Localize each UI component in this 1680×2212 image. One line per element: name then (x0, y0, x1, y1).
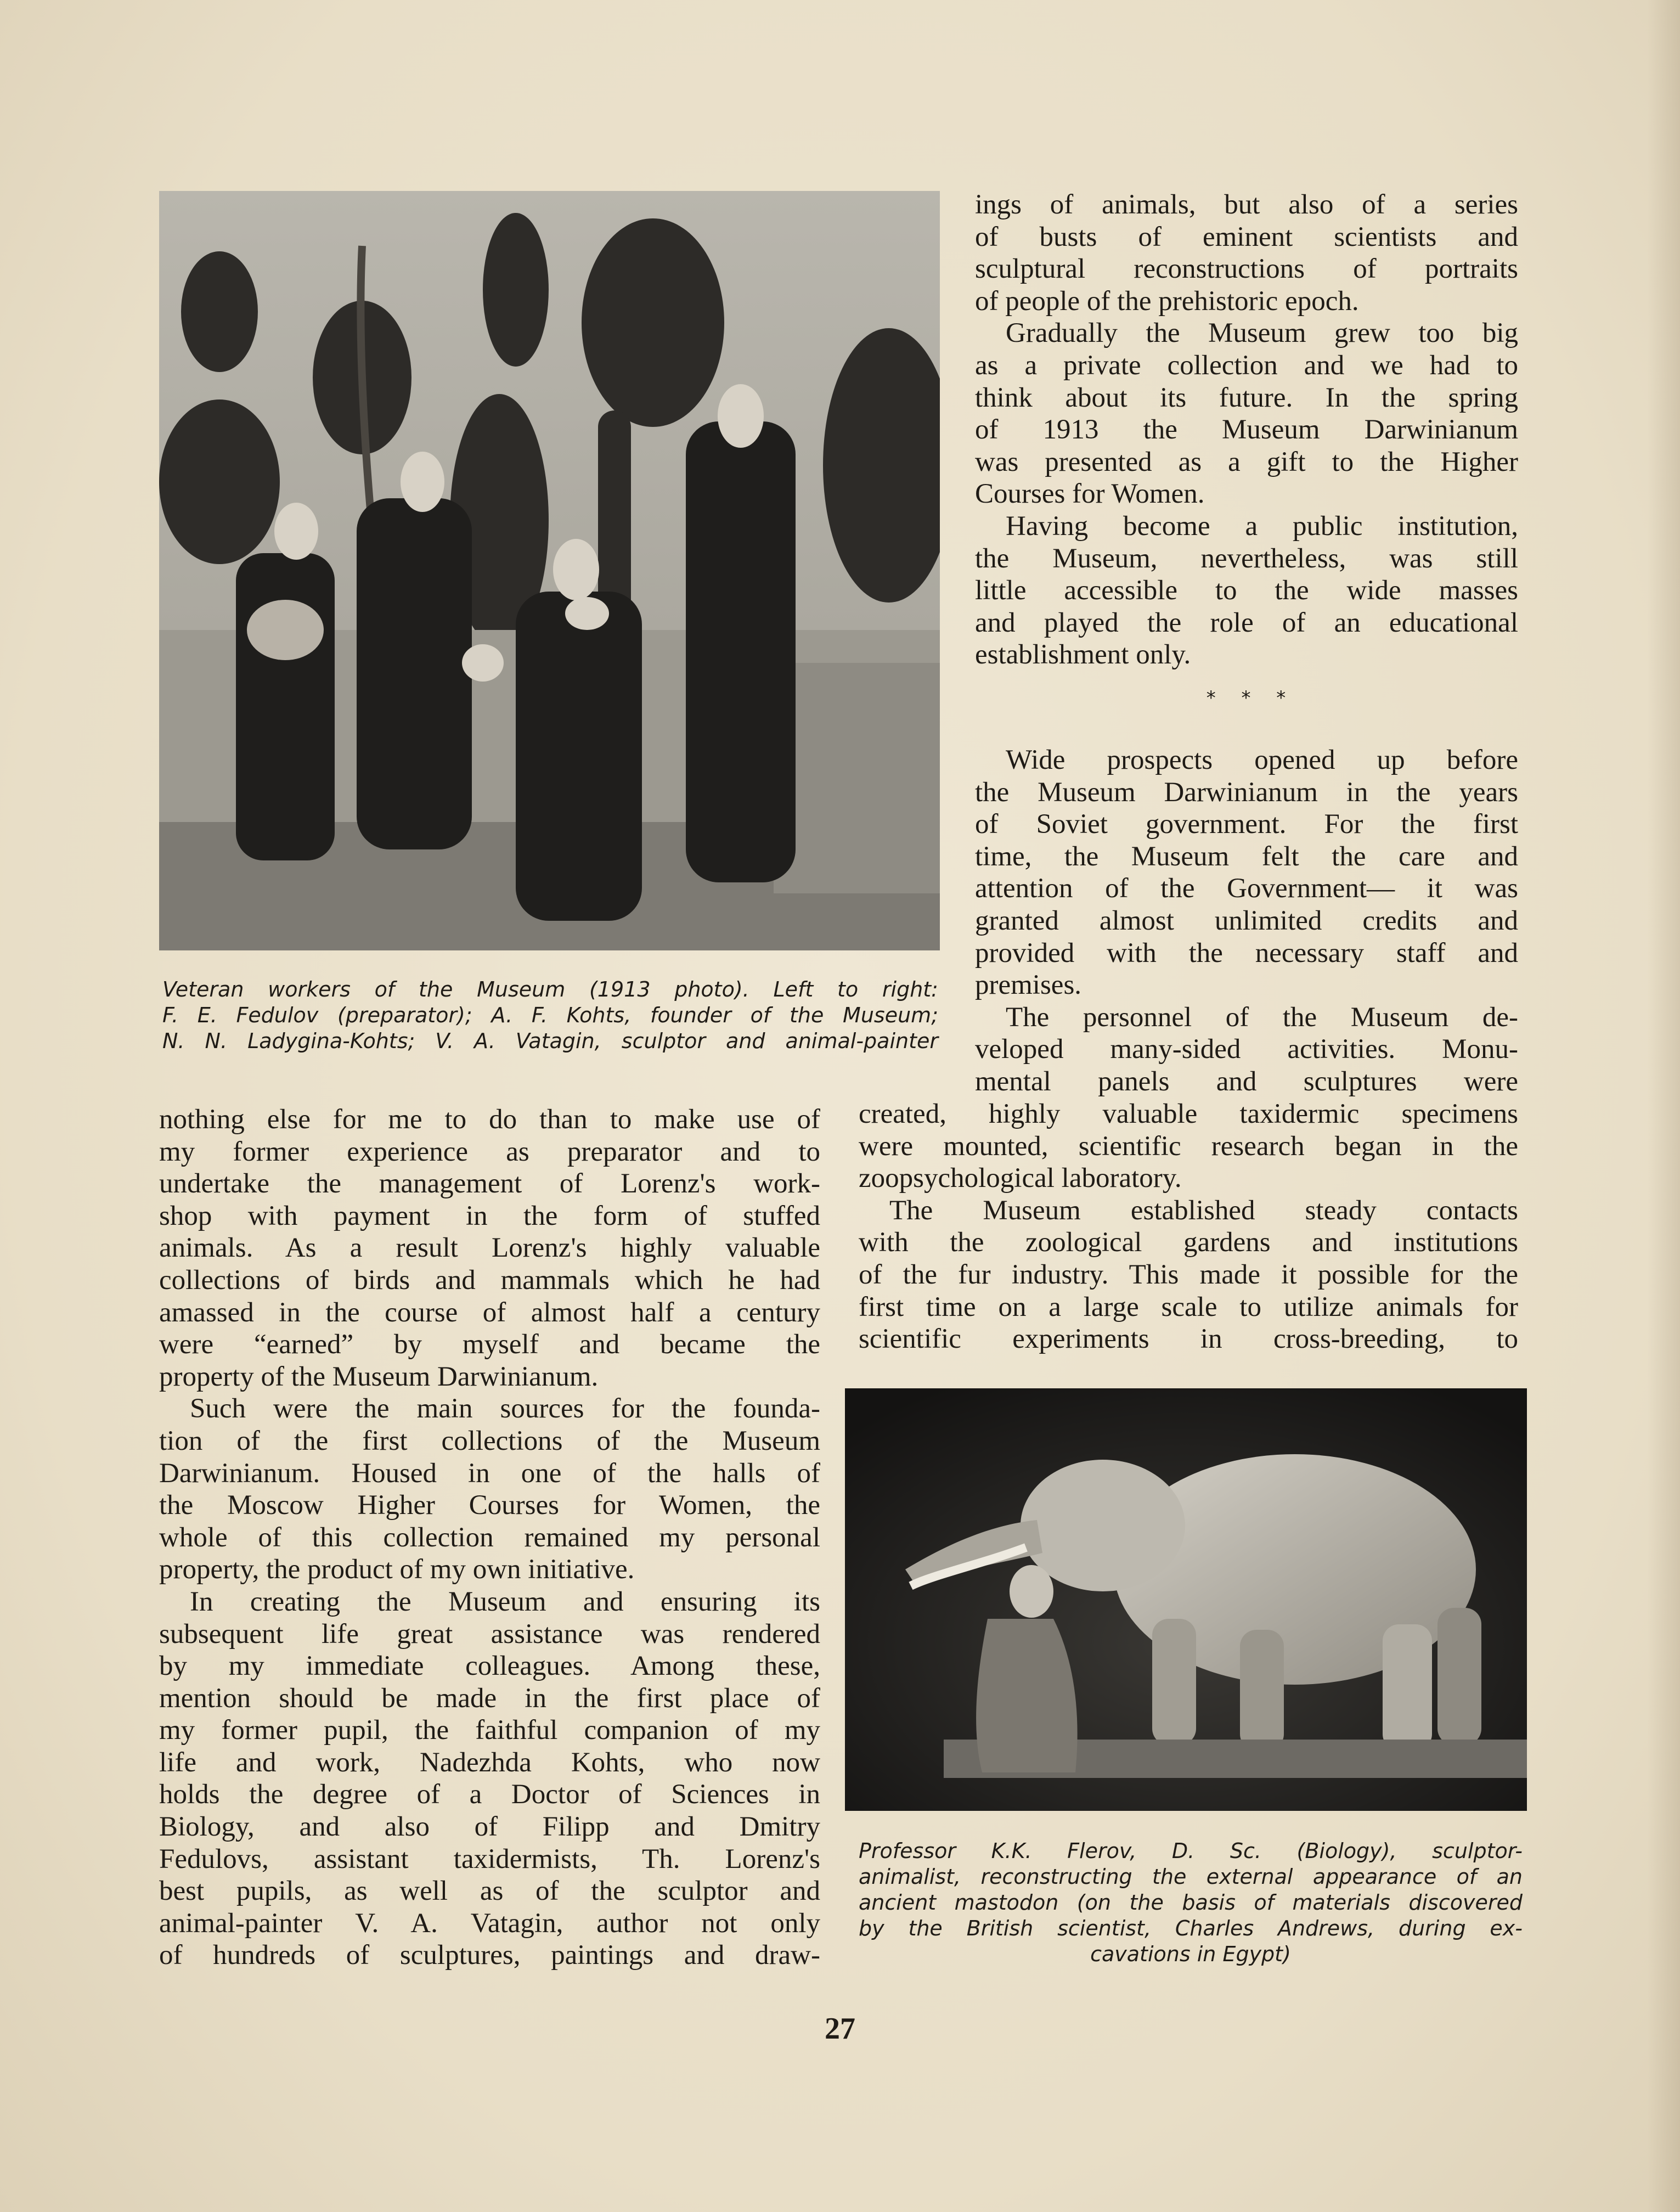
caption-line: N. N. Ladygina-Kohts; V. A. Vatagin, sculptor and animal-painter (162, 1029, 938, 1053)
text-line: subsequent life great assistance was rendered (159, 1618, 820, 1650)
text-line: the Moscow Higher Courses for Women, the (159, 1490, 820, 1521)
caption-line: F. E. Fedulov (preparator); A. F. Kohts, founder of the Museum; (162, 1003, 938, 1027)
text-line: scientific experiments in cross-breeding, to (859, 1324, 1518, 1355)
text-line: holds the degree of a Doctor of Sciences in (159, 1779, 820, 1810)
photo-top-caption (162, 977, 938, 1054)
right-column-text-2 (975, 744, 1518, 1098)
text-line: mention should be made in the first place of (159, 1682, 820, 1714)
right-column-text-3 (859, 1098, 1518, 1355)
text-line: undertake the management of Lorenz's work- (159, 1168, 820, 1200)
text-line: with the zoological gardens and institutions (859, 1227, 1518, 1258)
text-line: created, highly valuable taxidermic specimens (859, 1099, 1518, 1129)
text-line: collections of birds and mammals which he had (159, 1264, 820, 1296)
text-line: as a private collection and we had to (975, 350, 1518, 381)
text-line: the Museum, nevertheless, was still (975, 543, 1518, 574)
caption-line: ancient mastodon (on the basis of materials discovered (859, 1890, 1523, 1915)
text-line: attention of the Government— it was (975, 873, 1518, 904)
text-line: The Museum established steady contacts (889, 1195, 1518, 1226)
text-line: property, the product of my own initiative. (159, 1554, 635, 1585)
caption-line: cavations in Egypt) (1090, 1942, 1291, 1966)
text-line: of Soviet government. For the first (975, 809, 1518, 840)
text-line: animal-painter V. A. Vatagin, author not only (159, 1907, 820, 1939)
text-line: The personnel of the Museum de- (1006, 1001, 1518, 1033)
text-line: amassed in the course of almost half a century (159, 1297, 820, 1328)
text-line: premises. (975, 970, 1082, 1001)
text-line: Biology, and also of Filipp and Dmitry (159, 1811, 820, 1843)
text-line: my former experience as preparator and to (159, 1136, 820, 1167)
text-line: ings of animals, but also of a series (975, 189, 1518, 220)
caption-line: Veteran workers of the Museum (1913 photo). Left to right: (162, 977, 938, 1001)
text-line: zoopsychological laboratory. (859, 1163, 1182, 1194)
right-column-text (975, 189, 1518, 671)
text-line: Darwinianum. Housed in one of the halls of (159, 1457, 820, 1489)
text-line: were “earned” by myself and became the (159, 1329, 820, 1360)
text-line: granted almost unlimited credits and (975, 905, 1518, 936)
text-line: and played the role of an educational (975, 607, 1518, 638)
page-edge-shadow (1647, 0, 1680, 2212)
text-line: of hundreds of sculptures, paintings and draw- (159, 1940, 820, 1971)
page-number: 27 (825, 2012, 855, 2046)
text-line: of 1913 the Museum Darwinianum (975, 414, 1518, 446)
text-line: time, the Museum felt the care and (975, 841, 1518, 872)
text-line: tion of the first collections of the Museum (159, 1425, 820, 1456)
text-line: mental panels and sculptures were (975, 1066, 1518, 1097)
text-line: In creating the Museum and ensuring its (190, 1586, 820, 1617)
text-line: animals. As a result Lorenz's highly valuable (159, 1232, 820, 1264)
text-line: were mounted, scientific research began in the (859, 1130, 1518, 1162)
caption-line: by the British scientist, Charles Andrews, during ex- (859, 1916, 1523, 1940)
text-line: was presented as a gift to the Higher (975, 446, 1518, 477)
text-line: think about its future. In the spring (975, 382, 1518, 413)
text-line: Gradually the Museum grew too big (1006, 318, 1518, 349)
photo-bottom-caption (859, 1838, 1523, 1967)
text-line: Wide prospects opened up before (1006, 745, 1518, 775)
text-line: establishment only. (975, 639, 1191, 671)
text-line: shop with payment in the form of stuffed (159, 1200, 820, 1231)
text-line: Such were the main sources for the founda- (190, 1393, 820, 1425)
caption-line: animalist, reconstructing the external appearance of an (859, 1865, 1523, 1889)
caption-line: Professor K.K. Flerov, D. Sc. (Biology), sculptor- (859, 1839, 1523, 1863)
text-line: of the fur industry. This made it possible for the (859, 1259, 1518, 1290)
text-line: the Museum Darwinianum in the years (975, 776, 1518, 808)
text-line: of busts of eminent scientists and (975, 221, 1518, 252)
photo-museum-workers-1913 (159, 191, 940, 950)
text-line: first time on a large scale to utilize animals for (859, 1291, 1518, 1322)
left-column-text (159, 1104, 820, 1972)
text-line: provided with the necessary staff and (975, 937, 1518, 969)
text-line: life and work, Nadezhda Kohts, who now (159, 1747, 820, 1778)
text-line: little accessible to the wide masses (975, 575, 1518, 606)
text-line: by my immediate colleagues. Among these, (159, 1651, 820, 1682)
text-line: sculptural reconstructions of portraits (975, 254, 1518, 285)
photo-mastodon-reconstruction (845, 1388, 1527, 1811)
text-line: Having become a public institution, (1006, 510, 1518, 542)
text-line: Courses for Women. (975, 479, 1205, 510)
text-line: whole of this collection remained my personal (159, 1522, 820, 1553)
text-line: of people of the prehistoric epoch. (975, 285, 1359, 317)
text-line: veloped many-sided activities. Monu- (975, 1034, 1518, 1065)
section-separator: * * * (1206, 687, 1296, 709)
text-line: best pupils, as well as of the sculptor and (159, 1876, 820, 1907)
text-line: my former pupil, the faithful companion of my (159, 1715, 820, 1746)
text-line: property of the Museum Darwinianum. (159, 1361, 599, 1392)
text-line: nothing else for me to do than to make use of (159, 1104, 820, 1135)
text-line: Fedulovs, assistant taxidermists, Th. Lorenz's (159, 1843, 820, 1875)
